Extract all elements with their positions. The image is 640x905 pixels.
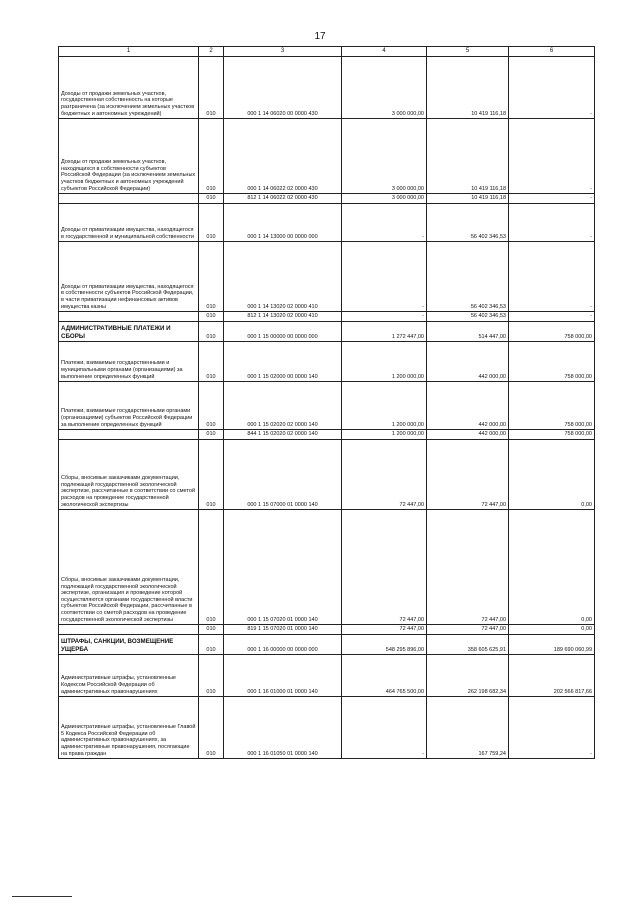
row-line-code-cell: 010 <box>199 655 224 697</box>
row-amount-cell: 442 000,00 <box>427 342 509 382</box>
table-row <box>59 510 595 625</box>
row-amount-cell: 464 765 500,00 <box>342 655 427 697</box>
row-name-cell <box>59 625 199 635</box>
row-amount-cell: 72 447,00 <box>427 440 509 510</box>
table-body <box>59 57 595 759</box>
row-amount-cell: 358 605 625,91 <box>427 635 509 655</box>
table-row <box>59 119 595 194</box>
row-amount-cell: - <box>342 697 427 759</box>
column-header: 2 <box>199 47 224 57</box>
row-name-cell: АДМИНИСТРАТИВНЫЕ ПЛАТЕЖИ И СБОРЫ <box>59 322 199 342</box>
row-classification-code-cell: 000 1 16 01000 01 0000 140 <box>224 655 342 697</box>
row-classification-code-cell: 000 1 14 06022 02 0000 430 <box>224 119 342 194</box>
row-name-cell <box>59 194 199 204</box>
row-amount-cell: - <box>509 312 595 322</box>
row-name-cell: Доходы от продажи земельных участков, находящихся в собственности субъектов Российской Федерации (за исключением земельных участков бюджетных и автономных учреждений субъектов Российской Федерации) <box>59 119 199 194</box>
row-classification-code-cell: 000 1 15 00000 00 0000 000 <box>224 322 342 342</box>
row-amount-cell: - <box>342 242 427 312</box>
row-line-code-cell: 010 <box>199 342 224 382</box>
row-amount-cell: - <box>509 697 595 759</box>
table-row <box>59 194 595 204</box>
row-amount-cell: 56 402 346,53 <box>427 204 509 242</box>
row-classification-code-cell: 812 1 14 13020 02 0000 410 <box>224 312 342 322</box>
row-amount-cell: 56 402 346,53 <box>427 242 509 312</box>
row-classification-code-cell: 000 1 16 00000 00 0000 000 <box>224 635 342 655</box>
row-line-code-cell: 010 <box>199 312 224 322</box>
table-row <box>59 57 595 119</box>
table-row <box>59 625 595 635</box>
row-line-code-cell: 010 <box>199 697 224 759</box>
row-amount-cell: - <box>509 204 595 242</box>
row-amount-cell: 758 000,00 <box>509 342 595 382</box>
row-name-cell: Доходы от продажи земельных участков, государственная собственность на которые разграничена (за исключением земельных участков бюджетных и автономных учреждений) <box>59 57 199 119</box>
table-row <box>59 635 595 655</box>
row-amount-cell: 72 447,00 <box>427 625 509 635</box>
row-name-cell: Платежи, взимаемые государственными и муниципальными органами (организациями) за выполнение определенных функций <box>59 342 199 382</box>
row-amount-cell: 10 419 116,18 <box>427 194 509 204</box>
row-name-cell: Административные штрафы, установленные Кодексом Российской Федерации об административных правонарушениях <box>59 655 199 697</box>
row-amount-cell: 56 402 346,53 <box>427 312 509 322</box>
page-number: 17 <box>314 31 326 42</box>
row-classification-code-cell: 000 1 15 07020 01 0000 140 <box>224 510 342 625</box>
row-amount-cell: 72 447,00 <box>427 510 509 625</box>
row-line-code-cell: 010 <box>199 635 224 655</box>
row-amount-cell: 1 200 000,00 <box>342 382 427 430</box>
row-amount-cell: 442 000,00 <box>427 430 509 440</box>
row-amount-cell: 189 690 060,99 <box>509 635 595 655</box>
column-header: 4 <box>342 47 427 57</box>
row-amount-cell: 72 447,00 <box>342 625 427 635</box>
row-classification-code-cell: 000 1 15 02020 02 0000 140 <box>224 382 342 430</box>
row-amount-cell: 72 447,00 <box>342 510 427 625</box>
table-row <box>59 342 595 382</box>
row-name-cell: Сборы, вносимые заказчиками документации, подлежащей государственной экологической экспертизе, организация и проведение которой осуществляются органами государственной власти субъектов Российской Федерации, рассчитанные в соответствии со сметой расходов на проведение государственной экологической экспертизы <box>59 510 199 625</box>
column-header: 5 <box>427 47 509 57</box>
row-classification-code-cell: 000 1 16 01050 01 0000 140 <box>224 697 342 759</box>
row-amount-cell: 3 000 000,00 <box>342 194 427 204</box>
row-classification-code-cell: 000 1 15 02000 00 0000 140 <box>224 342 342 382</box>
row-name-cell: ШТРАФЫ, САНКЦИИ, ВОЗМЕЩЕНИЕ УЩЕРБА <box>59 635 199 655</box>
row-name-cell: Платежи, взимаемые государственными органами (организациями) субъектов Российской Федерации за выполнение определенных функций <box>59 382 199 430</box>
row-amount-cell: 167 759,24 <box>427 697 509 759</box>
budget-table <box>58 46 595 759</box>
row-amount-cell: 10 419 116,18 <box>427 57 509 119</box>
row-amount-cell: 3 000 000,00 <box>342 57 427 119</box>
row-amount-cell: 1 200 000,00 <box>342 430 427 440</box>
row-amount-cell: 262 198 682,34 <box>427 655 509 697</box>
table-row <box>59 440 595 510</box>
row-line-code-cell: 010 <box>199 382 224 430</box>
row-name-cell: Сборы, вносимые заказчиками документации, подлежащей государственной экологической экспертизе, рассчитанные в соответствии со сметой расходов на проведение государственной экологической экспертизы <box>59 440 199 510</box>
row-amount-cell: 514 447,00 <box>427 322 509 342</box>
row-classification-code-cell: 000 1 14 13000 00 0000 000 <box>224 204 342 242</box>
row-amount-cell: - <box>509 194 595 204</box>
row-amount-cell: 0,00 <box>509 440 595 510</box>
row-amount-cell: 3 000 000,00 <box>342 119 427 194</box>
row-line-code-cell: 010 <box>199 242 224 312</box>
row-amount-cell: 1 272 447,00 <box>342 322 427 342</box>
row-classification-code-cell: 000 1 15 07000 01 0000 140 <box>224 440 342 510</box>
row-name-cell <box>59 430 199 440</box>
row-amount-cell: - <box>509 242 595 312</box>
table-row <box>59 697 595 759</box>
row-amount-cell: 202 566 817,66 <box>509 655 595 697</box>
row-line-code-cell: 010 <box>199 57 224 119</box>
row-name-cell: Административные штрафы, установленные Главой 5 Кодекса Российской Федерации об административных правонарушениях, за административные правонарушения, посягающие на права граждан <box>59 697 199 759</box>
row-amount-cell: - <box>509 57 595 119</box>
row-amount-cell: 72 447,00 <box>342 440 427 510</box>
row-line-code-cell: 010 <box>199 204 224 242</box>
row-amount-cell: 442 000,00 <box>427 382 509 430</box>
row-amount-cell: 758 000,00 <box>509 322 595 342</box>
row-line-code-cell: 010 <box>199 440 224 510</box>
footer-divider <box>12 896 72 897</box>
row-line-code-cell: 010 <box>199 322 224 342</box>
table-row <box>59 204 595 242</box>
row-amount-cell: 758 000,00 <box>509 430 595 440</box>
row-name-cell: Доходы от приватизации имущества, находящегося в государственной и муниципальной собственности <box>59 204 199 242</box>
row-line-code-cell: 010 <box>199 119 224 194</box>
row-line-code-cell: 010 <box>199 194 224 204</box>
column-header: 3 <box>224 47 342 57</box>
row-line-code-cell: 010 <box>199 510 224 625</box>
row-amount-cell: - <box>342 312 427 322</box>
row-amount-cell: 548 295 896,00 <box>342 635 427 655</box>
row-amount-cell: 0,00 <box>509 510 595 625</box>
row-amount-cell: - <box>342 204 427 242</box>
table-row <box>59 382 595 430</box>
row-name-cell: Доходы от приватизации имущества, находящегося в собственности субъектов Российской Федерации, в части приватизации нефинансовых активов имущества казны <box>59 242 199 312</box>
row-classification-code-cell: 844 1 15 02020 02 0000 140 <box>224 430 342 440</box>
row-classification-code-cell: 819 1 15 07020 01 0000 140 <box>224 625 342 635</box>
row-name-cell <box>59 312 199 322</box>
row-amount-cell: 10 419 116,18 <box>427 119 509 194</box>
row-classification-code-cell: 812 1 14 06022 02 0000 430 <box>224 194 342 204</box>
table-row <box>59 312 595 322</box>
row-amount-cell: 0,00 <box>509 625 595 635</box>
table-row <box>59 322 595 342</box>
column-header: 1 <box>59 47 199 57</box>
table-row <box>59 430 595 440</box>
header-row <box>59 47 595 57</box>
row-amount-cell: 1 200 000,00 <box>342 342 427 382</box>
column-header: 6 <box>509 47 595 57</box>
table-row <box>59 655 595 697</box>
row-classification-code-cell: 000 1 14 13020 02 0000 410 <box>224 242 342 312</box>
row-amount-cell: 758 000,00 <box>509 382 595 430</box>
table-row <box>59 242 595 312</box>
row-line-code-cell: 010 <box>199 625 224 635</box>
row-line-code-cell: 010 <box>199 430 224 440</box>
row-amount-cell: - <box>509 119 595 194</box>
row-classification-code-cell: 000 1 14 06020 00 0000 430 <box>224 57 342 119</box>
